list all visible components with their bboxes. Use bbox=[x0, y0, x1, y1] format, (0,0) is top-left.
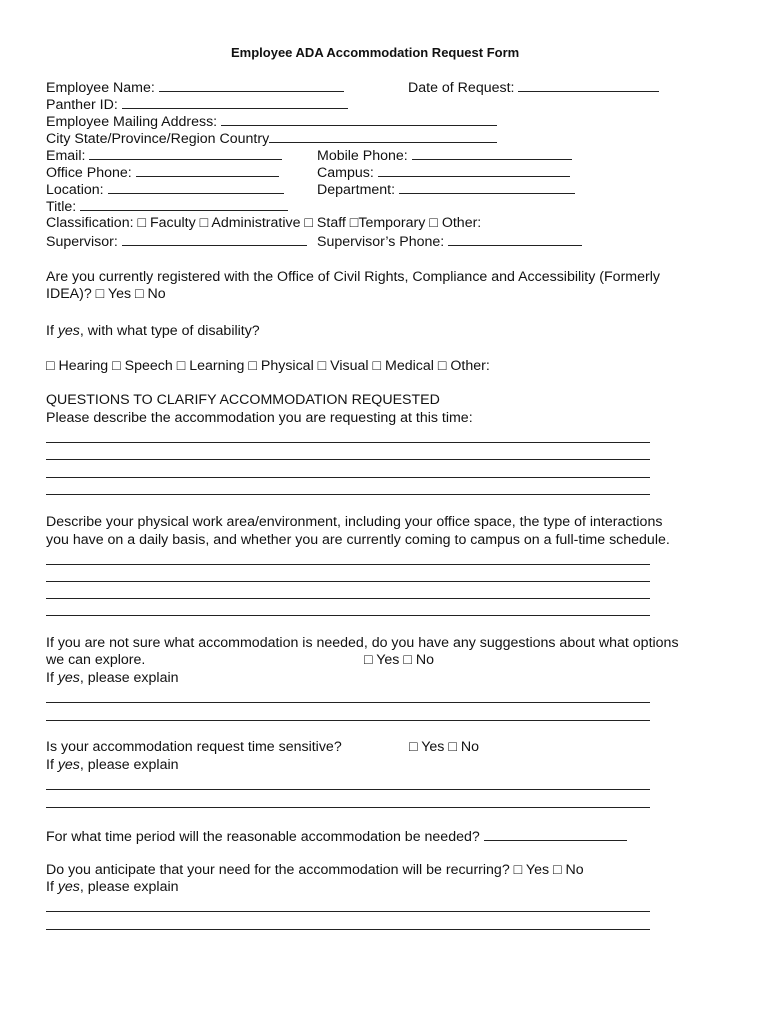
panther-id-label: Panther ID: bbox=[46, 97, 118, 113]
campus-field[interactable] bbox=[378, 163, 570, 177]
supervisor-row bbox=[46, 232, 307, 251]
page-title: Employee ADA Accommodation Request Form bbox=[231, 45, 520, 60]
time-period-question: For what time period will the reasonable accommodation be needed? bbox=[46, 829, 480, 845]
explain-text: , please explain bbox=[79, 879, 179, 895]
answer-line[interactable] bbox=[46, 598, 650, 599]
employee-name-field[interactable] bbox=[159, 78, 344, 92]
mailing-address-field[interactable] bbox=[221, 112, 497, 126]
if-text: If bbox=[46, 879, 58, 895]
date-of-request-row bbox=[408, 78, 659, 97]
mobile-phone-field[interactable] bbox=[412, 146, 572, 160]
answer-line[interactable] bbox=[46, 720, 650, 721]
supervisors-phone-field[interactable] bbox=[448, 232, 582, 246]
work-area-question-line2: you have on a daily basis, and whether you are currently coming to campus on a full-time schedule. bbox=[46, 532, 670, 548]
department-label: Department: bbox=[317, 182, 396, 198]
explain-prompt bbox=[46, 670, 179, 687]
employee-name-label: Employee Name: bbox=[46, 80, 155, 96]
if-text: If bbox=[46, 757, 58, 773]
work-area-question-line1: Describe your physical work area/environment, including your office space, the type of interactions bbox=[46, 514, 663, 530]
title-field[interactable] bbox=[80, 197, 288, 211]
department-row bbox=[317, 180, 575, 199]
explain-text: , please explain bbox=[79, 670, 179, 686]
registered-question-line2[interactable]: IDEA)? □ Yes □ No bbox=[46, 286, 166, 302]
time-period-row bbox=[46, 827, 627, 846]
supervisor-field[interactable] bbox=[122, 232, 307, 246]
email-label: Email: bbox=[46, 148, 86, 164]
office-phone-field[interactable] bbox=[136, 163, 279, 177]
supervisors-phone-label: Supervisor’s Phone: bbox=[317, 234, 445, 250]
answer-line[interactable] bbox=[46, 564, 650, 565]
answer-line[interactable] bbox=[46, 911, 650, 912]
yes-text: yes bbox=[57, 879, 80, 895]
not-sure-question-line1: If you are not sure what accommodation is needed, do you have any suggestions about what options bbox=[46, 635, 679, 651]
email-field[interactable] bbox=[89, 146, 282, 160]
office-phone-label: Office Phone: bbox=[46, 165, 132, 181]
recurring-question[interactable]: Do you anticipate that your need for the accommodation will be recurring? □ Yes □ No bbox=[46, 862, 584, 878]
answer-line[interactable] bbox=[46, 615, 650, 616]
date-of-request-field[interactable] bbox=[518, 78, 659, 92]
time-sensitive-question: Is your accommodation request time sensitive? bbox=[46, 739, 342, 755]
answer-line[interactable] bbox=[46, 807, 650, 808]
explain-prompt bbox=[46, 879, 179, 896]
if-text: If bbox=[46, 323, 58, 339]
answer-line[interactable] bbox=[46, 442, 650, 443]
classification-options[interactable]: Classification: □ Faculty □ Administrative □ Staff □Temporary □ Other: bbox=[46, 215, 482, 231]
not-sure-yes-no[interactable]: □ Yes □ No bbox=[364, 652, 434, 668]
city-state-field[interactable] bbox=[269, 129, 497, 143]
mobile-phone-label: Mobile Phone: bbox=[317, 148, 408, 164]
date-of-request-label: Date of Request: bbox=[408, 80, 515, 96]
supervisors-phone-row bbox=[317, 232, 582, 251]
answer-line[interactable] bbox=[46, 459, 650, 460]
title-row bbox=[46, 197, 288, 216]
mailing-address-label: Employee Mailing Address: bbox=[46, 114, 218, 130]
yes-text: yes bbox=[57, 670, 80, 686]
location-field[interactable] bbox=[108, 180, 284, 194]
answer-line[interactable] bbox=[46, 789, 650, 790]
answer-line[interactable] bbox=[46, 929, 650, 930]
explain-text: , please explain bbox=[79, 757, 179, 773]
answer-line[interactable] bbox=[46, 494, 650, 495]
time-period-field[interactable] bbox=[484, 827, 627, 841]
yes-text: yes bbox=[57, 323, 80, 339]
location-label: Location: bbox=[46, 182, 104, 198]
describe-accommodation-prompt: Please describe the accommodation you are requesting at this time: bbox=[46, 410, 473, 426]
answer-line[interactable] bbox=[46, 477, 650, 478]
time-sensitive-yes-no[interactable]: □ Yes □ No bbox=[409, 739, 479, 755]
department-field[interactable] bbox=[399, 180, 575, 194]
answer-line[interactable] bbox=[46, 702, 650, 703]
disability-question bbox=[46, 323, 260, 340]
if-text: If bbox=[46, 670, 58, 686]
section-heading: QUESTIONS TO CLARIFY ACCOMMODATION REQUESTED bbox=[46, 392, 440, 408]
explain-prompt bbox=[46, 757, 179, 774]
campus-label: Campus: bbox=[317, 165, 374, 181]
panther-id-field[interactable] bbox=[122, 95, 348, 109]
title-label: Title: bbox=[46, 199, 77, 215]
supervisor-label: Supervisor: bbox=[46, 234, 118, 250]
disability-options[interactable]: □ Hearing □ Speech □ Learning □ Physical □ Visual □ Medical □ Other: bbox=[46, 358, 490, 374]
registered-question-line1: Are you currently registered with the Office of Civil Rights, Compliance and Accessibility (Formerly bbox=[46, 269, 660, 285]
answer-line[interactable] bbox=[46, 581, 650, 582]
disability-question-text: , with what type of disability? bbox=[79, 323, 260, 339]
not-sure-question-line2: we can explore. bbox=[46, 652, 146, 668]
city-state-label: City State/Province/Region Country bbox=[46, 131, 270, 147]
yes-text: yes bbox=[57, 757, 80, 773]
